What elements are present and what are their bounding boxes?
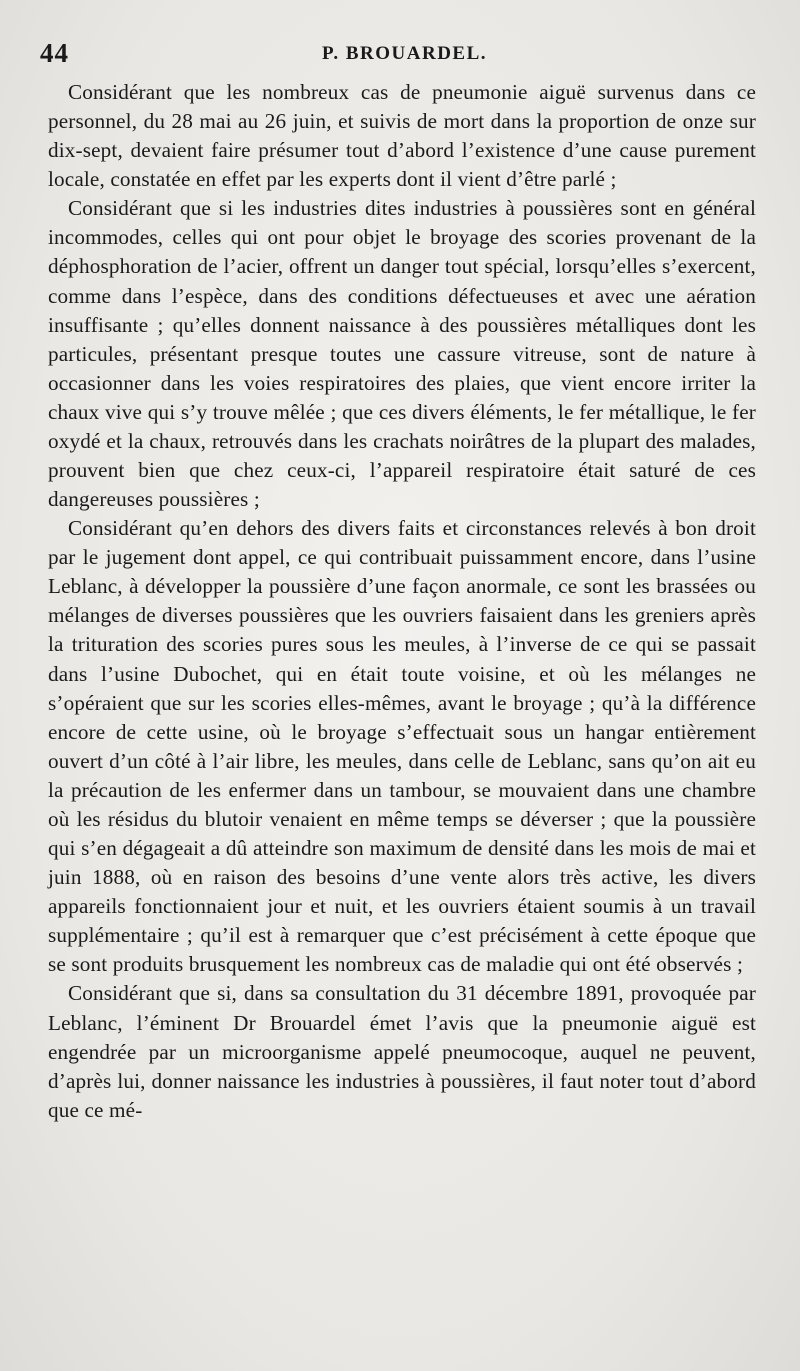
body-text <box>48 78 756 1125</box>
running-head: P. BROUARDEL. <box>322 43 488 64</box>
paragraph: Considérant que les nombreux cas de pneumonie aiguë survenus dans ce personnel, du 28 mai au 26 juin, et suivis de mort dans la proportion de onze sur dix-sept, devaient faire présumer tout d’abord l’existence d’une cause purement locale, constatée en effet par les experts dont il vient d’être parlé ; <box>48 80 756 192</box>
page-number: 44 <box>40 38 69 68</box>
page-header <box>0 38 800 70</box>
paragraph: Considérant qu’en dehors des divers faits et circonstances relevés à bon droit par le jugement dont appel, ce qui contribuait puissamment encore, dans l’usine Leblanc, à développer la poussière d’une façon anormale, ce sont les brassées ou mélanges de diverses poussières que les ouvriers faisaient dans les greniers après la trituration des scories pures sous les meules, à l’inverse de ce qui se passait dans l’usine Dubochet, qui en était toute voisine, et où les mélanges ne s’opéraient que sur les scories elles-mêmes, avant le broyage ; qu’à la différence encore de cette usine, où le broyage s’effectuait sous un hangar entièrement ouvert d’un côté à l’air libre, les meules, dans celle de Leblanc, sans qu’on ait eu la précaution de les enfermer dans un tambour, se mouvaient dans une chambre où les résidus du blutoir venaient en même temps se déverser ; que la poussière qui s’en dégageait a dû atteindre son maximum de densité dans les mois de mai et juin 1888, où en raison des besoins d’une vente alors très active, les divers appareils fonctionnaient jour et nuit, et les ouvriers étaient soumis à un travail supplémentaire ; qu’il est à remarquer que c’est précisément à cette époque que se sont produits brusquement les nombreux cas de maladie qui ont été observés ; <box>48 516 756 977</box>
paragraph: Considérant que si, dans sa consultation du 31 décembre 1891, provoquée par Leblanc, l’éminent Dr Brouardel émet l’avis que la pneumonie aiguë est engendrée par un microorganisme appelé pneumocoque, auquel ne peuvent, d’après lui, donner naissance les industries à poussières, il faut noter tout d’abord que ce mé- <box>48 981 756 1122</box>
paragraph: Considérant que si les industries dites industries à poussières sont en général incommodes, celles qui ont pour objet le broyage des scories provenant de la déphosphoration de l’acier, offrent un danger tout spécial, lorsqu’elles s’exercent, comme dans l’espèce, dans des conditions défectueuses et avec une aération insuffisante ; qu’elles donnent naissance à des poussières métalliques dont les particules, présentant presque toutes une cassure vitreuse, sont de nature à occasionner dans les voies respiratoires des plaies, que vient encore irriter la chaux vive qui s’y trouve mêlée ; que ces divers éléments, le fer métallique, le fer oxydé et la chaux, retrouvés dans les crachats noirâtres de la plupart des malades, prouvent bien que chez ceux-ci, l’appareil respiratoire était saturé de ces dangereuses poussières ; <box>48 196 756 512</box>
